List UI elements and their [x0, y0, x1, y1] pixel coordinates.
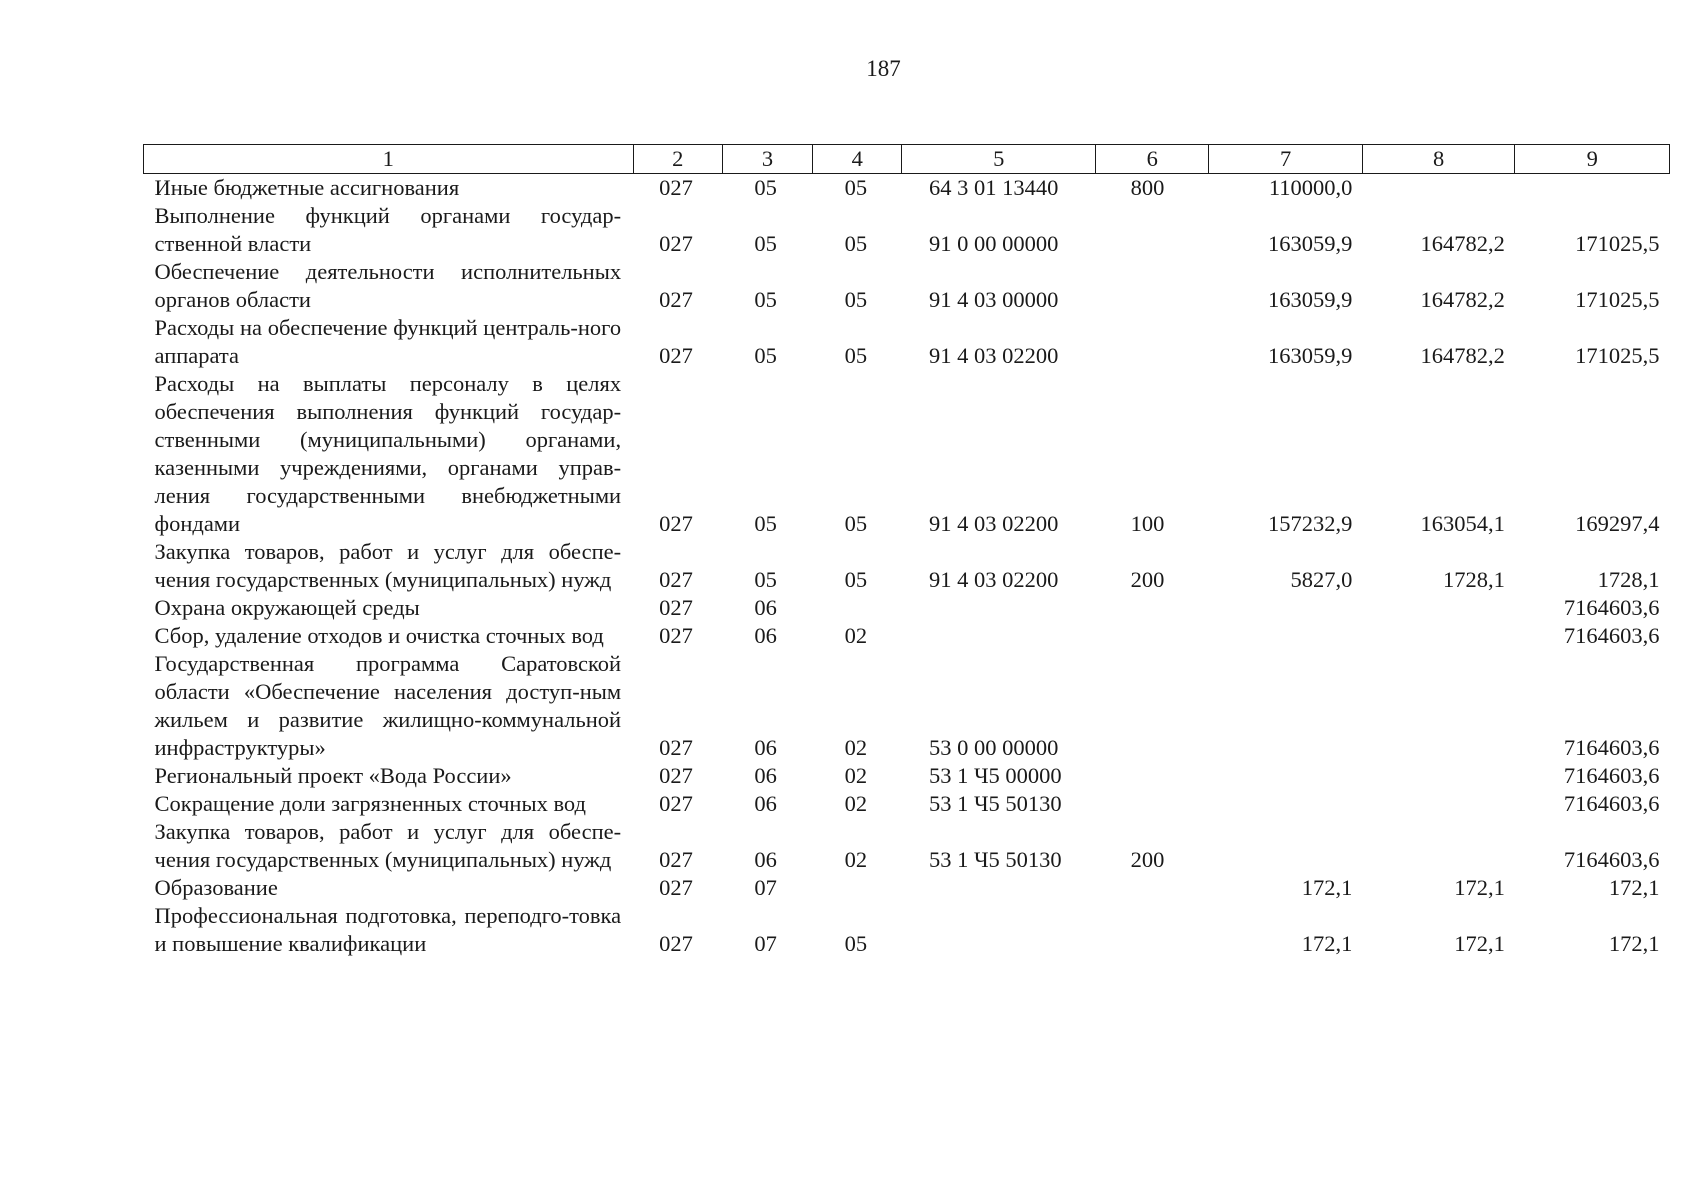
header-col-3: 3 — [722, 145, 812, 174]
cell-amount-col9: 169297,4 — [1575, 511, 1660, 536]
cell-section-code: 06 — [754, 847, 777, 872]
cell-section-code: 06 — [754, 623, 777, 648]
cell-subsection-code: 05 — [844, 343, 868, 368]
cell-expense-type — [1096, 902, 1209, 958]
cell-amount-col8: 172,1 — [1454, 931, 1505, 956]
cell-target-article — [902, 874, 1096, 902]
cell-admin-code: 027 — [659, 931, 693, 956]
cell-amount-col7: 163059,9 — [1268, 343, 1353, 368]
cell-amount-col9: 7164603,6 — [1563, 791, 1660, 816]
cell-amount-col9: 171025,5 — [1575, 231, 1660, 256]
budget-table — [143, 144, 1670, 958]
cell-subsection-code: 05 — [844, 931, 868, 956]
cell-amount-col7: 157232,9 — [1268, 511, 1353, 536]
cell-expense-type — [1096, 874, 1209, 902]
cell-subsection-code: 05 — [844, 231, 868, 256]
row-description: Региональный проект «Вода России» — [154, 763, 512, 788]
cell-amount-col7: 172,1 — [1301, 875, 1353, 900]
cell-admin-code: 027 — [659, 231, 693, 256]
cell-subsection-code: 05 — [844, 567, 868, 592]
cell-amount-col9: 171025,5 — [1575, 343, 1660, 368]
cell-expense-type: 200 — [1130, 567, 1165, 592]
cell-amount-col8 — [1362, 650, 1514, 762]
header-col-5: 5 — [902, 145, 1096, 174]
cell-amount-col8 — [1362, 790, 1514, 818]
cell-admin-code: 027 — [659, 511, 693, 536]
table-row — [144, 902, 1670, 958]
row-description: Выполнение функций органами государ-ственной власти — [154, 203, 622, 256]
cell-section-code: 07 — [754, 875, 777, 900]
cell-amount-col7: 110000,0 — [1268, 175, 1353, 200]
cell-amount-col8 — [1362, 622, 1514, 650]
cell-subsection-code: 02 — [844, 791, 868, 816]
cell-section-code: 07 — [754, 931, 777, 956]
cell-amount-col7 — [1209, 762, 1363, 790]
row-description: Сокращение доли загрязненных сточных вод — [154, 791, 586, 816]
cell-expense-type — [1096, 314, 1209, 370]
header-col-8: 8 — [1362, 145, 1514, 174]
cell-target-article: 53 1 Ч5 50130 — [928, 847, 1062, 872]
table-row — [144, 314, 1670, 370]
cell-amount-col9: 172,1 — [1608, 931, 1660, 956]
cell-target-article — [902, 902, 1096, 958]
table-row — [144, 594, 1670, 622]
row-description: Сбор, удаление отходов и очистка сточных вод — [154, 623, 604, 648]
cell-amount-col9: 7164603,6 — [1563, 595, 1660, 620]
cell-subsection-code: 02 — [844, 763, 868, 788]
cell-amount-col7 — [1209, 818, 1363, 874]
row-description: Иные бюджетные ассигнования — [154, 175, 460, 200]
cell-amount-col7 — [1209, 790, 1363, 818]
cell-expense-type — [1096, 790, 1209, 818]
cell-expense-type — [1096, 594, 1209, 622]
header-col-2: 2 — [633, 145, 722, 174]
cell-amount-col9: 171025,5 — [1575, 287, 1660, 312]
cell-section-code: 05 — [754, 231, 777, 256]
cell-subsection-code: 02 — [844, 623, 868, 648]
cell-section-code: 05 — [754, 175, 777, 200]
cell-target-article — [902, 622, 1096, 650]
cell-subsection-code: 02 — [844, 735, 868, 760]
cell-amount-col8: 172,1 — [1454, 875, 1505, 900]
cell-subsection-code: 02 — [844, 847, 868, 872]
cell-expense-type — [1096, 650, 1209, 762]
cell-admin-code: 027 — [659, 847, 693, 872]
cell-target-article: 53 0 00 00000 — [928, 735, 1059, 760]
cell-section-code: 05 — [754, 287, 777, 312]
cell-section-code: 06 — [754, 791, 777, 816]
table-row — [144, 790, 1670, 818]
cell-expense-type: 200 — [1130, 847, 1165, 872]
cell-subsection-code: 05 — [844, 175, 868, 200]
cell-admin-code: 027 — [659, 567, 693, 592]
header-row — [144, 145, 1670, 174]
cell-target-article: 53 1 Ч5 00000 — [928, 763, 1062, 788]
cell-expense-type: 100 — [1130, 511, 1165, 536]
cell-admin-code: 027 — [659, 875, 693, 900]
cell-amount-col7 — [1209, 650, 1363, 762]
cell-section-code: 06 — [754, 735, 777, 760]
cell-admin-code: 027 — [659, 343, 693, 368]
cell-section-code: 05 — [754, 511, 777, 536]
row-description: Закупка товаров, работ и услуг для обеспе-чения государственных (муниципальных) нужд — [154, 539, 622, 592]
cell-amount-col9: 1728,1 — [1597, 567, 1660, 592]
cell-amount-col9: 7164603,6 — [1563, 847, 1660, 872]
cell-amount-col8 — [1362, 762, 1514, 790]
cell-amount-col7 — [1209, 622, 1363, 650]
cell-section-code: 06 — [754, 595, 777, 620]
cell-expense-type — [1096, 762, 1209, 790]
header-col-4: 4 — [813, 145, 902, 174]
cell-amount-col8 — [1362, 174, 1514, 203]
table-row — [144, 874, 1670, 902]
cell-amount-col9: 7164603,6 — [1563, 735, 1660, 760]
table-row — [144, 538, 1670, 594]
table-row — [144, 174, 1670, 203]
cell-admin-code: 027 — [659, 791, 693, 816]
table-row — [144, 622, 1670, 650]
header-col-6: 6 — [1096, 145, 1209, 174]
cell-admin-code: 027 — [659, 175, 693, 200]
row-description: Образование — [154, 875, 278, 900]
table-row — [144, 202, 1670, 258]
cell-target-article: 53 1 Ч5 50130 — [928, 791, 1062, 816]
row-description: Расходы на обеспечение функций централь-ного аппарата — [154, 315, 622, 368]
table-body — [144, 174, 1670, 959]
cell-subsection-code: 05 — [844, 511, 868, 536]
cell-expense-type: 800 — [1130, 175, 1165, 200]
cell-amount-col8: 1728,1 — [1443, 567, 1505, 592]
cell-subsection-code — [813, 594, 902, 622]
cell-expense-type — [1096, 622, 1209, 650]
table-row — [144, 370, 1670, 538]
cell-amount-col9: 7164603,6 — [1563, 763, 1660, 788]
cell-admin-code: 027 — [659, 623, 693, 648]
cell-admin-code: 027 — [659, 735, 693, 760]
header-col-9: 9 — [1515, 145, 1670, 174]
cell-target-article: 91 4 03 02200 — [928, 343, 1059, 368]
cell-amount-col9: 172,1 — [1608, 875, 1660, 900]
table-row — [144, 258, 1670, 314]
header-col-1: 1 — [144, 145, 634, 174]
cell-expense-type — [1096, 202, 1209, 258]
cell-section-code: 06 — [754, 763, 777, 788]
cell-amount-col8: 164782,2 — [1420, 343, 1505, 368]
cell-amount-col8: 164782,2 — [1420, 287, 1505, 312]
cell-target-article: 91 4 03 02200 — [928, 511, 1059, 536]
cell-target-article — [902, 594, 1096, 622]
cell-amount-col7: 5827,0 — [1290, 567, 1353, 592]
table-row — [144, 762, 1670, 790]
cell-section-code: 05 — [754, 343, 777, 368]
cell-amount-col7: 163059,9 — [1268, 231, 1353, 256]
cell-expense-type — [1096, 258, 1209, 314]
row-description: Профессиональная подготовка, переподго-товка и повышение квалификации — [154, 903, 622, 956]
header-col-7: 7 — [1209, 145, 1363, 174]
row-description: Закупка товаров, работ и услуг для обеспе-чения государственных (муниципальных) нужд — [154, 819, 622, 872]
page-number: 187 — [866, 56, 901, 81]
cell-amount-col9: 7164603,6 — [1563, 623, 1660, 648]
cell-amount-col7: 172,1 — [1301, 931, 1353, 956]
cell-target-article: 64 3 01 13440 — [928, 175, 1059, 200]
row-description: Государственная программа Саратовской области «Обеспечение населения доступ-ным жильем и развитие жилищно-коммунальной инфраструктуры» — [154, 651, 622, 760]
cell-section-code: 05 — [754, 567, 777, 592]
table-row — [144, 650, 1670, 762]
cell-subsection-code — [813, 874, 902, 902]
cell-target-article: 91 4 03 02200 — [928, 567, 1059, 592]
cell-admin-code: 027 — [659, 763, 693, 788]
cell-amount-col7: 163059,9 — [1268, 287, 1353, 312]
cell-subsection-code: 05 — [844, 287, 868, 312]
cell-admin-code: 027 — [659, 287, 693, 312]
cell-amount-col8: 164782,2 — [1420, 231, 1505, 256]
cell-amount-col7 — [1209, 594, 1363, 622]
cell-target-article: 91 0 00 00000 — [928, 231, 1059, 256]
row-description: Охрана окружающей среды — [154, 595, 420, 620]
table-row — [144, 818, 1670, 874]
row-description: Обеспечение деятельности исполнительных органов области — [154, 259, 622, 312]
row-description: Расходы на выплаты персоналу в целях обеспечения выполнения функций государ-ственными (муниципальными) органами, казенными учреждениями, органами управ-ления государственными внебюджетными фондами — [154, 371, 622, 536]
cell-target-article: 91 4 03 00000 — [928, 287, 1059, 312]
cell-amount-col9 — [1515, 174, 1670, 203]
cell-amount-col8 — [1362, 594, 1514, 622]
cell-amount-col8 — [1362, 818, 1514, 874]
cell-amount-col8: 163054,1 — [1420, 511, 1505, 536]
cell-admin-code: 027 — [659, 595, 693, 620]
